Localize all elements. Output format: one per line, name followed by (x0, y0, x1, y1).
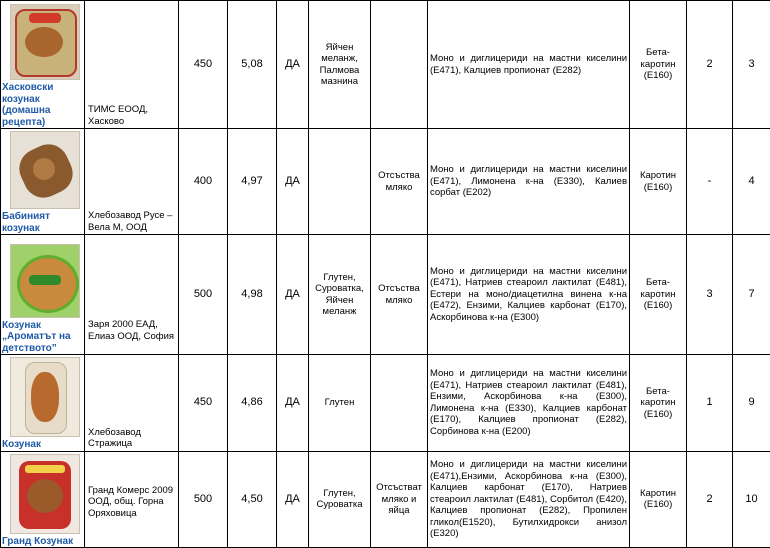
manufacturer-cell: ТИМС ЕООД, Хасково (85, 1, 179, 129)
allergens-cell: Глутен, Суроватка (309, 451, 371, 548)
color-cell: Каротин (Е160) (630, 129, 687, 235)
manufacturer-cell: Хлебозавод Стражица (85, 355, 179, 452)
price-cell: 4,98 (228, 235, 277, 355)
flag-cell: ДА (277, 1, 309, 129)
manufacturer-cell: Гранд Комерс 2009 ООД, общ. Горна Оряховица (85, 451, 179, 548)
allergens-cell: Глутен, Суроватка, Яйчен меланж (309, 235, 371, 355)
flag-cell: ДА (277, 129, 309, 235)
additives-cell: Моно и диглицериди на мастни киселини (Е471), Натриев стеароил лактилат (Е481), Ензими, Аскорбинова к-на (Е300), Лимонена к-на (Е330), Калциев карбонат (Е170), Калциев пропионат (Е282), Сорбинова к-на (Е200) (428, 355, 630, 452)
score-b-cell: 9 (733, 355, 770, 452)
milk-cell: Отсъстват мляко и яйца (371, 451, 428, 548)
milk-cell (371, 355, 428, 452)
score-a-cell: 3 (687, 235, 733, 355)
table-row (1, 451, 770, 548)
table-row (1, 1, 770, 129)
flag-cell: ДА (277, 235, 309, 355)
additives-cell: Моно и диглицериди на мастни киселини (Е471), Натриев стеароил лактилат (Е481), Естери на моно/диацетилна винена к-на (Е472), Ензими, Калциев карбонат (Е170), Аскорбинова к-на (Е300) (428, 235, 630, 355)
product-cell (1, 355, 85, 452)
bagged-kozunak-image (10, 357, 80, 437)
score-b-cell: 7 (733, 235, 770, 355)
score-b-cell: 4 (733, 129, 770, 235)
color-cell: Бета-каротин (Е160) (630, 235, 687, 355)
price-cell: 4,86 (228, 355, 277, 452)
manufacturer-cell: Заря 2000 ЕАД, Елиаз ООД, София (85, 235, 179, 355)
flag-cell: ДА (277, 451, 309, 548)
flag-cell: ДА (277, 355, 309, 452)
table-row (1, 235, 770, 355)
product-cell (1, 235, 85, 355)
additives-cell: Моно и диглицериди на мастни киселини (Е471), Лимонена к-на (Е330), Калиев сорбат (Е202) (428, 129, 630, 235)
price-cell: 4,97 (228, 129, 277, 235)
weight-cell: 500 (179, 235, 228, 355)
product-cell (1, 451, 85, 548)
score-b-cell: 10 (733, 451, 770, 548)
table-row (1, 355, 770, 452)
boxed-kozunak-image (10, 4, 80, 80)
additives-cell: Моно и диглицериди на мастни киселини (Е471), Калциев пропионат (Е282) (428, 1, 630, 129)
milk-cell: Отсъства мляко (371, 129, 428, 235)
braided-kozunak-image (10, 131, 80, 209)
packaged-round-kozunak-image (10, 244, 80, 318)
allergens-cell: Глутен (309, 355, 371, 452)
score-a-cell: 2 (687, 1, 733, 129)
product-name[interactable]: Бабиният козунак (2, 211, 84, 234)
manufacturer-cell: Хлебозавод Русе – Вела М, ООД (85, 129, 179, 235)
score-a-cell: 2 (687, 451, 733, 548)
product-name[interactable]: Хасковски козунак (домашна рецепта) (2, 82, 84, 128)
product-cell (1, 1, 85, 129)
score-b-cell: 3 (733, 1, 770, 129)
price-cell: 4,50 (228, 451, 277, 548)
color-cell: Бета-каротин (Е160) (630, 355, 687, 452)
score-a-cell: 1 (687, 355, 733, 452)
product-cell (1, 129, 85, 235)
weight-cell: 400 (179, 129, 228, 235)
milk-cell: Отсъства мляко (371, 235, 428, 355)
product-name[interactable]: Козунак (2, 439, 84, 451)
product-name[interactable]: Козунак „Ароматът на детството” (2, 320, 84, 355)
red-bag-kozunak-image (10, 454, 80, 534)
weight-cell: 500 (179, 451, 228, 548)
allergens-cell (309, 129, 371, 235)
allergens-cell: Яйчен меланж, Палмова мазнина (309, 1, 371, 129)
weight-cell: 450 (179, 1, 228, 129)
color-cell: Каротин (Е160) (630, 451, 687, 548)
table-row (1, 129, 770, 235)
score-a-cell: - (687, 129, 733, 235)
milk-cell (371, 1, 428, 129)
price-cell: 5,08 (228, 1, 277, 129)
color-cell: Бета-каротин (Е160) (630, 1, 687, 129)
additives-cell: Моно и диглицериди на мастни киселини (Е471),Ензими, Аскорбинова к-на (Е300), Калциев карбонат (Е170), Натриев стеароил лактилат (Е481), Сорбитол (Е420), Калциев пропионат (Е282), Пропилен гликол(Е1520), Бутилхидрокси анизол (Е320) (428, 451, 630, 548)
product-name[interactable]: Гранд Козунак (2, 536, 84, 548)
weight-cell: 450 (179, 355, 228, 452)
